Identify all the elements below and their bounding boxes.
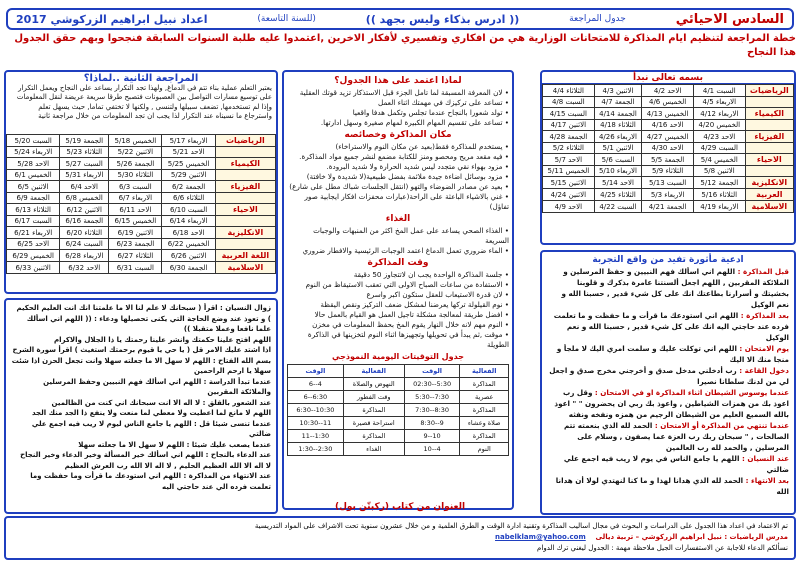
- prayer-line: اللهم لا مانع لما اعطيت ولا معطي لما منعت ولا ينفع ذا الجد منك الجد: [32, 409, 271, 417]
- schedule-cell: الجمعة 4/21: [642, 201, 694, 213]
- schedule-subject: الانكليزية: [745, 177, 793, 189]
- daily-cell: المذاكرة: [460, 404, 509, 417]
- schedule-cell: الخميس 5/25: [162, 158, 215, 170]
- schedule-cell: الخميس 4/20: [693, 120, 745, 131]
- prayer-line: بسم الله الفتاح : اللهم لا سهل الا ما جعلته سهلا وانت تجعل الحزن اذا شئت سهلا يا ارحم الراحمين: [11, 356, 271, 375]
- schedule-cell: السبت 6/10: [162, 204, 215, 216]
- schedule-cell: الاحد 4/16: [642, 120, 694, 131]
- prayer-line: لا اله الا الله العظيم الحليم , لا اله الا الله رب العرش العظيم: [64, 461, 271, 470]
- daily-cell: 5:30--02:30: [404, 378, 460, 391]
- prayer-text: اللهم اني توكلت عليك و سلمت امري اليك لا ملجأ و منجا منك الا اليك: [556, 344, 789, 364]
- prayer-item: [547, 453, 789, 475]
- time-title: وقت المذاكرة: [367, 258, 429, 268]
- daily-cell: 6:30--6: [288, 391, 344, 404]
- page-header: [6, 8, 794, 30]
- schedule-subject: اللغة العربية: [215, 250, 275, 262]
- schedule-subject: الرياضيات: [215, 135, 275, 147]
- daily-header-row: [288, 365, 509, 378]
- daily-cell: استراحة قصيرة: [343, 417, 404, 430]
- schedule-cell: السبت 6/3: [109, 181, 162, 193]
- prayer-line: عند الدعاء بالنجاح : اللهم اني اسألك خير المسألة وخير الدعاء وخير النجاح: [20, 451, 271, 459]
- schedule-cell: السبت 5/6: [594, 154, 642, 166]
- daily-row: [288, 430, 509, 443]
- daily-cell: 10--9: [404, 430, 460, 443]
- schedule-cell: الاثنين 6/19: [109, 227, 162, 239]
- schedule-row: [7, 193, 276, 204]
- schedule-cell: السبت 4/22: [594, 201, 642, 213]
- prayer-line: عندما تبدأ الدراسة : اللهم اني اسألك فهم النبيين وحفظ المرسلين والملائكة المقربين: [43, 377, 271, 396]
- schedule-cell: الجمعة 5/26: [109, 158, 162, 170]
- daily-cell: 10:30--6:30: [288, 404, 344, 417]
- schedule-cell: الاحد 6/4: [60, 181, 109, 193]
- prayer-text: اللهم اني استودعك ما قرأت و ما حفظت و ما تعلمت فرده عند حاجتي اليه انك على كل شيء قدير , حسبنا الله و نعم الوكيل: [553, 311, 789, 342]
- schedule-cell: الخميس 6/15: [109, 216, 162, 227]
- schedule-cell: الاربعاء 5/24: [7, 147, 60, 158]
- schedule-subject: الفيزياء: [745, 131, 793, 143]
- schedule-row: [543, 85, 794, 97]
- schedule-row: [7, 250, 276, 262]
- schedule-row: [7, 158, 276, 170]
- schedule-cell: السبت 5/13: [642, 177, 694, 189]
- schedule-row: [543, 97, 794, 108]
- daily-cell: 9--8:30: [404, 417, 460, 430]
- food-list: [287, 226, 509, 256]
- schedule-subject: الرياضيات: [745, 85, 793, 97]
- schedule-cell: الاثنين 5/1: [594, 143, 642, 154]
- schedule-cell: الاحد 5/14: [594, 177, 642, 189]
- list-item: • بعيد عن مصادر الضوضاء والتهو (انتقل الجلسات شباك مطل على شارع): [289, 182, 509, 191]
- daily-cell: 8:30--7:30: [404, 404, 460, 417]
- time-list: [287, 270, 509, 350]
- prayer-item: [547, 343, 789, 365]
- list-item: • نوم القيلولة تركها يعرضنا لمشكل ضعف التركيز ونقص اليقظة: [320, 300, 509, 309]
- daily-row: [288, 391, 509, 404]
- second-schedule-table: [6, 134, 276, 274]
- schedule-subject: الاسلامية: [745, 201, 793, 213]
- schedule-cell: الاحد 6/18: [162, 227, 215, 239]
- prayer-line: عند الانتهاء من المذاكرة : اللهم اني استودعك ما قرأت وما حفظت وما تعلمت فرده الي عند حاجتي اليه: [30, 472, 271, 491]
- schedule-subject: الانكليزية: [215, 227, 275, 239]
- schedule-cell: السبت 4/1: [693, 85, 745, 97]
- schedule-row: [7, 147, 276, 158]
- schedule-cell: الجمعة 6/30: [162, 262, 215, 274]
- schedule-cell: الاربعاء 4/26: [594, 131, 642, 143]
- schedule-cell: الخميس 4/13: [642, 108, 694, 120]
- schedule-row: [543, 143, 794, 154]
- schedule-row: [7, 204, 276, 216]
- schedule-row: [7, 262, 276, 274]
- prayer-label: قبل المذاكرة :: [735, 267, 789, 276]
- schedule-cell: الجمعة 6/16: [60, 216, 109, 227]
- prayer-line: عندما تنسى شيئا قل : اللهم يا جامع الناس ليوم لا ريب فيه اجمع علي ضالتي: [31, 419, 271, 438]
- schedule-row: [543, 120, 794, 131]
- daily-header-cell: الوقت: [404, 365, 460, 378]
- schedule-cell: الخميس 6/1: [7, 170, 60, 181]
- schedule-cell: الثلاثاء 6/6: [162, 193, 215, 204]
- schedule-row: [543, 108, 794, 120]
- schedule-cell: الاثنين 6/5: [7, 181, 60, 193]
- list-item: • فيه مقعد مريح ومحصو ومنز للكتابة مضمع لنشر جميع مواد المذاكرة.: [299, 152, 509, 161]
- schedule-cell: السبت 4/8: [543, 97, 595, 108]
- prayer-text: اللهم يا جامع الناس في يوم لا ريب فيه اجمع علي ضالتي: [563, 454, 789, 474]
- schedule-cell: السبت 4/15: [543, 108, 595, 120]
- prayers-right-list: [547, 266, 789, 497]
- schedule-cell: الجمعة 6/9: [7, 193, 60, 204]
- second-review-body: يعتبر التعلم عملية بناء تتم في الدماغ, ولهذا تجد التكرار يساعد على النجاح ويعمل التكرار على توسيع مسارات التواصل بين العصبونات فتصبح طرقا سريعة عريضة لنقل المعلومات وإذا لم تستخدمها, تضعف سبيلها ولتنسى , ولكنها لا تختفي تماما, حيث يسهل تعلم واسترجاع ما نسيناه عند التكرار لذا يجب ان تجد المعلومات من خلال مراجعة ثانية: [16, 83, 272, 120]
- prayer-text: وقل رب اعوذ بك من همزات الشياطين , واعوذ بك ربي ان يحضرون " " اعوذ بالله السميع العليم من الشيطان الرجيم من همزه ونفخه ونفثه: [554, 388, 789, 419]
- why-title: لماذا اعتمد على هذا الجدول؟: [334, 76, 462, 86]
- prayer-line: اللهم افتح علينا حكمتك وانشر علينا رحمتك يا ذا الجلال والاكرام: [53, 335, 271, 344]
- schedule-cell: الجمعة 6/2: [162, 181, 215, 193]
- schedule-cell: الاحد 6/11: [109, 204, 162, 216]
- prayer-line: زوال النسيان : اقرأ ( سبحانك لا علم لنا الا ما علمتنا انك انت العليم الحكيم ) و تعوذ عند وضع الحاجة التي يكنى تحصيلها ودعاء : (( اللهم اني اسألك علما نافعا وعملا متقبلا )): [16, 304, 271, 333]
- book-note: العنوان من كتاب (ركبتّن بول): [334, 502, 466, 512]
- prayers-right-title: ادعية مأثورة تفيد من واقع التجربة: [592, 255, 744, 265]
- schedule-row: [7, 216, 276, 227]
- schedule-cell: الثلاثاء 5/2: [543, 143, 595, 154]
- schedule-cell: الاثنين 5/15: [543, 177, 595, 189]
- schedule-subject: [215, 216, 275, 227]
- schedule-cell: الاربعاء 4/19: [693, 201, 745, 213]
- schedule-cell: الاربعاء 4/5: [693, 97, 745, 108]
- schedule-cell: الجمعة 4/28: [543, 131, 595, 143]
- list-item: • غني بالاشياء الباعثة على الراحة(عبارات محفزات افكار ايجابية صور تفاؤل): [304, 192, 509, 211]
- prayer-line: عندما يصعب عليك شيئا : اللهم لا سهل الا ما جعلته سهلا: [78, 440, 271, 449]
- schedule-row: [7, 239, 276, 250]
- schedule-cell: الاثنين 4/17: [543, 120, 595, 131]
- footer-email-link[interactable]: nabelklam@yahoo.com: [495, 533, 586, 541]
- schedule-row: [543, 201, 794, 213]
- list-item: • النوم مهم لانه خلال النهار يقوم المخ بحفظ المعلومات في مخزن: [312, 320, 509, 329]
- list-item: • الغذاء الصحي يساعد على عمل المخ اكثر من المنبهات والوجبات السريعة: [313, 226, 509, 245]
- schedule-cell: الخميس 6/8: [60, 193, 109, 204]
- schedule-cell: الاثنين 6/26: [162, 250, 215, 262]
- daily-cell: وقت الفطور: [343, 391, 404, 404]
- schedule-cell: الاثنين 5/29: [162, 170, 215, 181]
- prayer-label: دخول القاعة :: [736, 366, 789, 375]
- prayer-item: [547, 266, 789, 310]
- schedule-subject: [745, 120, 793, 131]
- prayer-text: الحمد لله الذي هدانا لهذا و ما كنا لنهتدي لولا أن هدانا الله: [555, 476, 789, 496]
- prayer-label: عندما تنتهي من المذاكرة أو الامتحان :: [652, 421, 789, 430]
- schedule-cell: الثلاثاء 4/25: [594, 189, 642, 201]
- schedule-cell: الجمعة 4/7: [594, 97, 642, 108]
- schedule-row: [543, 177, 794, 189]
- header-title-left: اعداد نبيل ابراهيم الزركوشي 2017: [16, 12, 208, 26]
- schedule-cell: السبت 5/27: [60, 158, 109, 170]
- schedule-cell: الاحد 4/23: [693, 131, 745, 143]
- schedule-cell: الجمعة 4/14: [594, 108, 642, 120]
- schedule-subject: الاحياء: [215, 204, 275, 216]
- schedule-cell: الاربعاء 5/17: [162, 135, 215, 147]
- schedule-row: [7, 227, 276, 239]
- prayer-text: اللهم اني اسألك فهم النبيين و حفظ المرسلين و الملائكة المقربين , اللهم اجعل ألسنتنا عامرة بذكرك و قلوبنا بخشيتك و أسرارنا بطاعتك انك على كل شيء قدير , حسبنا الله و نعم الوكيل: [561, 267, 789, 309]
- prayer-item: [547, 387, 789, 420]
- daily-row: [288, 378, 509, 391]
- schedule-subject: الكيمياء: [215, 158, 275, 170]
- list-item: • لان المعرفة المسبقة لما تامل الجزء قبل الاستذكار تزيد قوتك العقلية: [299, 88, 509, 97]
- daily-header-cell: الوقت: [288, 365, 344, 378]
- daily-cell: 1:30--11: [288, 430, 344, 443]
- daily-cell: المذاكرة: [343, 404, 404, 417]
- daily-cell: النوم: [460, 443, 509, 456]
- footer-line1: تم الاعتماد في اعداد هذا الجدول على الدراسات و البحوث في مجال اساليب المذاكرة وتقنية ادارة الوقت و الطرق العلمية و من خلال عشرون سنوية تحت الاشراف على المواد التدريسية: [254, 522, 788, 530]
- daily-row: [288, 417, 509, 430]
- second-review-panel: [4, 70, 278, 294]
- prayer-item: [547, 310, 789, 343]
- list-item: • افضل طريقة لمعالجة مشكلة تاجيل العمل هو القيام بالعمل حالا: [314, 310, 509, 319]
- schedule-cell: الاحد 4/9: [543, 201, 595, 213]
- daily-header-cell: الفعالية: [343, 365, 404, 378]
- schedule-cell: الاربعاء 6/21: [7, 227, 60, 239]
- schedule-cell: الاحد 6/25: [7, 239, 60, 250]
- schedule-cell: الاربعاء 6/7: [109, 193, 162, 204]
- prayer-text: رب أدخلني مدخل صدق و أخرجني مخرج صدق و اجعل لي من لدنك سلطانا نصيرا: [549, 366, 789, 386]
- daily-header-cell: الفعالية: [460, 365, 509, 378]
- daily-cell: عصرية: [460, 391, 509, 404]
- why-list: [287, 88, 509, 128]
- daily-schedule-table: [287, 364, 509, 456]
- schedule-subject: [215, 170, 275, 181]
- daily-cell: 2:30--1:30: [288, 443, 344, 456]
- prayer-label: عندما يوسوس الشيطان اثناء المذاكرة او في الامتحان :: [592, 388, 789, 397]
- schedule-cell: الثلاثاء 5/9: [642, 166, 694, 177]
- daily-cell: المذاكرة: [343, 430, 404, 443]
- schedule-cell: الثلاثاء 5/16: [693, 189, 745, 201]
- list-item: • تساعد على تقسيم المهام الكبيرة لمهام صغيرة وسهل ادارتها.: [320, 118, 509, 127]
- prayer-label: بعد الانتهاء :: [743, 476, 789, 485]
- food-title: الغذاء: [385, 214, 411, 224]
- list-item: • تساعد على تركيزك في مهمتك اثناء العمل: [378, 98, 509, 107]
- prayer-label: عند النسيان :: [739, 454, 789, 463]
- list-item: • الماء ضروري تعمل الدماغ اعتمد الوجبات الرئيسية والافطار ضروري: [302, 246, 509, 255]
- list-item: • مزود بوسائل اضاءة جيدة ملائمة بفضل طبيعية(لا شديدة ولا خافتة): [306, 172, 509, 181]
- schedule-cell: الخميس 4/6: [642, 97, 694, 108]
- schedule-cell: الخميس 6/29: [7, 250, 60, 262]
- schedule-subject: العربية: [745, 189, 793, 201]
- daily-cell: 4--6: [288, 378, 344, 391]
- schedule-cell: السبت 5/20: [7, 135, 60, 147]
- schedule-row: [7, 135, 276, 147]
- daily-cell: المذاكرة: [460, 430, 509, 443]
- daily-cell: 11--10:30: [288, 417, 344, 430]
- prayer-text: الحمد لله الذي بنعمته تتم الصالحات , " سبحان ربك رب العزة عما يصفون , وسلام على المرسلين , والحمد لله رب العالمين: [564, 421, 789, 452]
- schedule-cell: السبت 6/31: [109, 262, 162, 274]
- schedule-row: [543, 131, 794, 143]
- schedule-cell: الثلاثاء 5/23: [60, 147, 109, 158]
- schedule-cell: الاثنين 5/8: [693, 166, 745, 177]
- schedule-subject: [745, 166, 793, 177]
- schedule-cell: السبت 6/24: [60, 239, 109, 250]
- daily-row: [288, 404, 509, 417]
- schedule-cell: الثلاثاء 4/4: [543, 85, 595, 97]
- schedule-cell: الثلاثاء 4/18: [594, 120, 642, 131]
- schedule-cell: الجمعة 5/19: [60, 135, 109, 147]
- second-review-title: المراجعة الثانية ..لماذا؟: [83, 73, 199, 84]
- list-item: • الاستفادة من ساعات الصباح الاولى التي تعقب الاستيقاظ من النوم: [305, 280, 509, 289]
- prayer-item: [547, 365, 789, 387]
- schedule-subject: [215, 147, 275, 158]
- schedule-cell: الجمعة 5/5: [642, 154, 694, 166]
- schedule-cell: الاحد 4/2: [642, 85, 694, 97]
- list-item: • تولد شعورا بالنجاح عندما تجلس وتكمل هدفا واقعيا: [352, 108, 509, 117]
- schedule-cell: الثلاثاء 5/30: [109, 170, 162, 181]
- first-schedule-table: [542, 84, 794, 213]
- schedule-subject: الاحياء: [745, 154, 793, 166]
- schedule-subject: [745, 97, 793, 108]
- schedule-subject: [745, 143, 793, 154]
- daily-cell: المذاكرة: [460, 378, 509, 391]
- schedule-cell: السبت 4/29: [693, 143, 745, 154]
- header-title-mid: (( ادرس بذكاء وليس بجهد )): [365, 12, 520, 26]
- schedule-row: [7, 181, 276, 193]
- schedule-cell: الاثنين 5/22: [109, 147, 162, 158]
- schedule-cell: الخميس 5/18: [109, 135, 162, 147]
- schedule-row: [543, 154, 794, 166]
- schedule-cell: الاثنين 6/12: [60, 204, 109, 216]
- schedule-cell: الاربعاء 4/12: [693, 108, 745, 120]
- schedule-cell: الثلاثاء 6/13: [7, 204, 60, 216]
- schedule-cell: الاحد 5/21: [162, 147, 215, 158]
- schedule-subject: [215, 193, 275, 204]
- first-schedule-title: بسمه تعالى نبدأ: [542, 72, 794, 84]
- prayers-right: [540, 250, 796, 515]
- schedule-cell: الاحد 5/28: [7, 158, 60, 170]
- second-review-intro: [6, 72, 276, 134]
- prayer-item: [547, 420, 789, 453]
- schedule-cell: الاربعاء 5/3: [642, 189, 694, 201]
- schedule-cell: الخميس 6/22: [162, 239, 215, 250]
- schedule-cell: السبت 6/17: [7, 216, 60, 227]
- schedule-cell: الاثنين 4/24: [543, 189, 595, 201]
- schedule-row: [543, 189, 794, 201]
- daily-cell: 7:30--5:30: [404, 391, 460, 404]
- schedule-row: [7, 170, 276, 181]
- first-review-schedule: [540, 70, 796, 245]
- schedule-cell: الثلاثاء 6/20: [60, 227, 109, 239]
- schedule-cell: الخميس 5/4: [693, 154, 745, 166]
- list-item: • موقت ,ثم يبدأ في تحويلها وتجهيزها اثناء النوم لتخزينها في الذاكرة الطويلة: [307, 330, 509, 349]
- schedule-cell: الاثنين 6/33: [7, 262, 60, 274]
- header-title-right: السادس الاحيائي: [675, 11, 784, 27]
- schedule-subject: الاسلامية: [215, 262, 275, 274]
- schedule-cell: الاحد 4/30: [642, 143, 694, 154]
- schedule-cell: الجمعة 5/12: [693, 177, 745, 189]
- middle-column: [282, 70, 514, 510]
- daily-cell: الغداء: [343, 443, 404, 456]
- daily-cell: 4--10: [404, 443, 460, 456]
- schedule-subject: [215, 239, 275, 250]
- schedule-cell: الثلاثاء 6/27: [109, 250, 162, 262]
- schedule-cell: الاربعاء 5/10: [594, 166, 642, 177]
- schedule-cell: الاربعاء 6/28: [60, 250, 109, 262]
- prayer-item: [547, 475, 789, 497]
- schedule-cell: الاحد 5/7: [543, 154, 595, 166]
- header-subtitle: جدول المراجعة: [569, 14, 626, 24]
- place-title: مكان المذاكرة وخصائصه: [344, 130, 452, 140]
- prayers-left: [4, 298, 278, 514]
- footer-author: مدرس الرياضيات : نبيل ابراهيم الزركوشي – تربية ديالى: [595, 533, 788, 541]
- schedule-cell: الجمعة 6/23: [109, 239, 162, 250]
- header-year: (للسنة التاسعة): [257, 14, 316, 24]
- schedule-cell: الاربعاء 6/14: [162, 216, 215, 227]
- list-item: • مزود بهواء نقي متجدد ليس شديد الحرارة ولا شديد البرودة.: [326, 162, 509, 171]
- prayer-line: اذا اشتد عليك الامر قل ( يا حي يا قيوم برحمتك استغيث ) اقرأ سورة الشرح: [12, 346, 271, 354]
- daily-row: [288, 443, 509, 456]
- daily-title: جدول التوقيتات اليومية النموذجي: [332, 352, 464, 361]
- list-item: • جلسة المذاكرة الواحدة يجب ان لاتتجاوز 50 دقيقة: [353, 270, 509, 279]
- schedule-cell: الاثنين 4/3: [594, 85, 642, 97]
- schedule-cell: الخميس 5/11: [543, 166, 595, 177]
- daily-cell: صلاة وعشاء: [460, 417, 509, 430]
- schedule-subject: الكيمياء: [745, 108, 793, 120]
- footer-line3: نسألكم الدعاء للاجابة عن الاستفسارات الجيل ملاحظة مهمة : الجدول ليغني ترك الدوام: [537, 544, 788, 552]
- prayer-label: يوم الامتحان :: [736, 344, 789, 353]
- schedule-row: [543, 166, 794, 177]
- place-list: [287, 142, 509, 212]
- schedule-cell: الاربعاء 5/31: [60, 170, 109, 181]
- prayer-label: بعد المذاكرة :: [738, 311, 789, 320]
- page-footer: [4, 516, 796, 560]
- daily-cell: النهوض والصلاة: [343, 378, 404, 391]
- prayer-line: عند الشعور بالقلق : لا اله الا انت سبحانك اني كنت من الظالمين: [51, 398, 271, 407]
- schedule-cell: الخميس 4/27: [642, 131, 694, 143]
- intro-text: خطة المراجعة لتنظيم ايام المذاكرة للامتحانات الوزارية هي من افكاري وتفسيري لأفكار الاخرين ,اعتمدوا عليه طلبة السنوات السابقة فنجحوا وبهم حقق الجدول هذا النجاح: [14, 33, 796, 58]
- schedule-cell: الاحد 6/32: [60, 262, 109, 274]
- schedule-subject: الفيزياء: [215, 181, 275, 193]
- list-item: • لان قدرة الاستيعاب للعقل ستكون اكبر واسرع: [366, 290, 509, 299]
- list-item: • يستخدم للمذاكرة فقط(بعيد عن مكان النوم والاستراخاء): [335, 142, 509, 151]
